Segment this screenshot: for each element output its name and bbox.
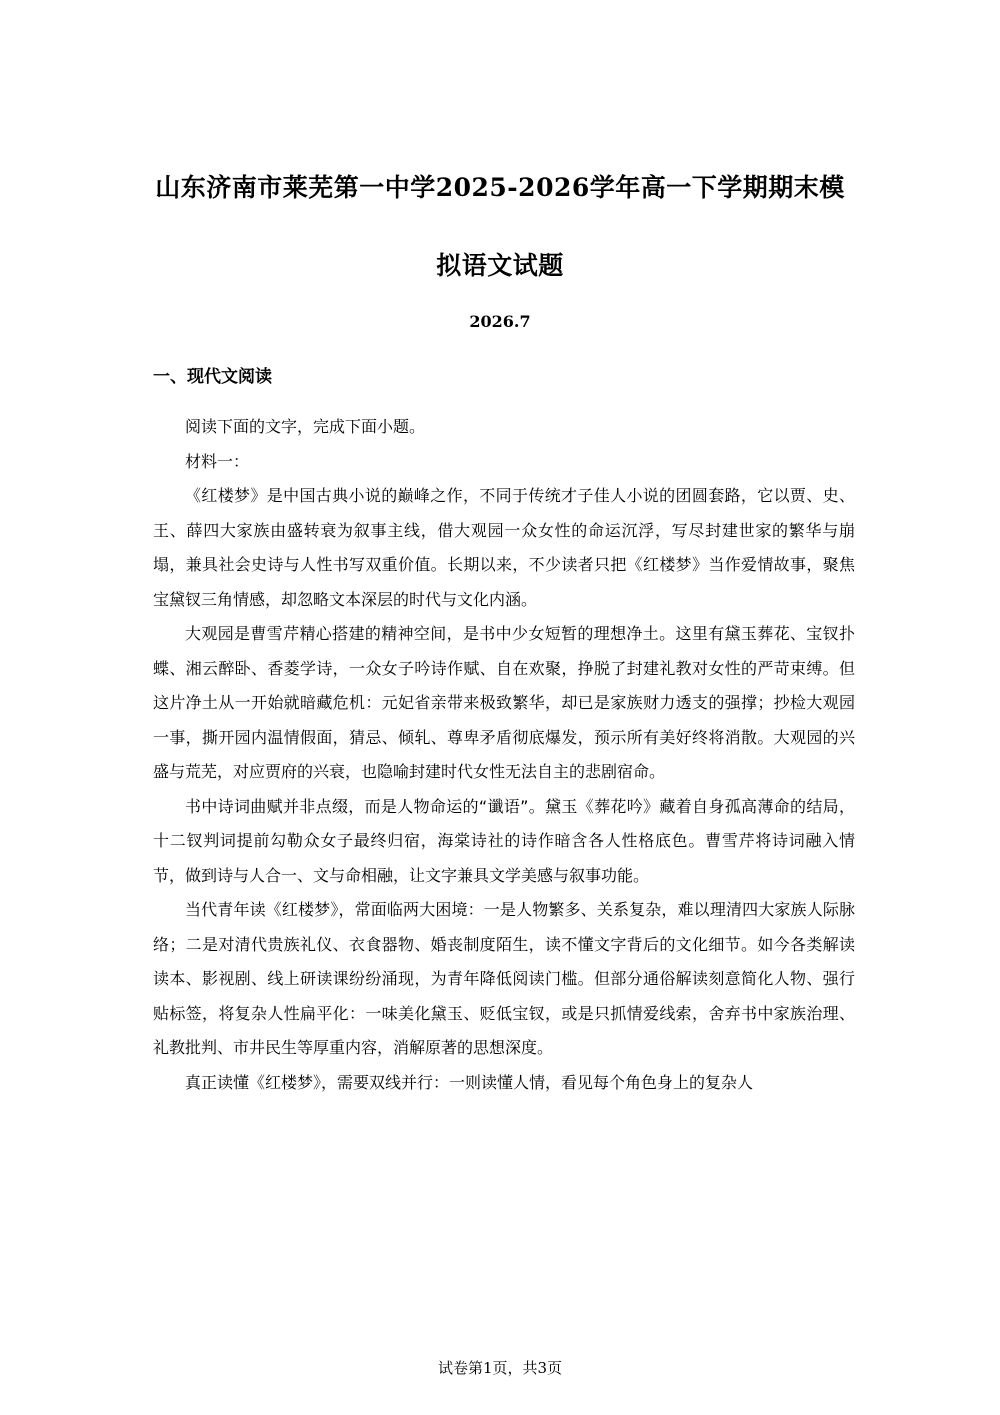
exam-title-line-2: 拟语文试题: [436, 251, 564, 280]
passage-paragraph: 《红楼梦》是中国古典小说的巅峰之作，不同于传统才子佳人小说的团圆套路，它以贾、史、王、薛四大家族由盛转衰为叙事主线，借大观园一众女性的命运沉浮，写尽封建世家的繁华与崩塌，兼具社会史诗与人性书写双重价值。长期以来，不少读者只把《红楼梦》当作爱情故事，聚焦宝黛钗三角情感，却忽略文本深层的时代与文化内涵。: [153, 486, 855, 609]
exam-date: 2026.7: [469, 312, 531, 331]
reading-passage: [153, 410, 855, 1100]
passage-paragraph: 书中诗词曲赋并非点缀，而是人物命运的“谶语”。黛玉《葬花吟》藏着自身孤高薄命的结局，十二钗判词提前勾勒众女子最终归宿，海棠诗社的诗作暗含各人性格底色。曹雪芹将诗词融入情节，做到诗与人合一、文与命相融，让文字兼具文学美感与叙事功能。: [153, 796, 855, 885]
passage-paragraph: 真正读懂《红楼梦》，需要双线并行：一则读懂人情，看见每个角色身上的复杂人: [185, 1072, 754, 1092]
instruction-paragraph: 阅读下面的文字，完成下面小题。: [185, 417, 426, 436]
exam-title-line-1: 山东济南市莱芜第一中学2025-2026学年高一下学期期末模: [155, 173, 845, 202]
page-footer: 试卷第1页，共3页: [437, 1359, 563, 1377]
passage-paragraph: 当代青年读《红楼梦》，常面临两大困境：一是人物繁多、关系复杂，难以理清四大家族人际脉络；二是对清代贵族礼仪、衣食器物、婚丧制度陌生，读不懂文字背后的文化细节。如今各类解读读本、影视剧、线上研读课纷纷涌现，为青年降低阅读门槛。但部分通俗解读刻意简化人物、强行贴标签，将复杂人性扁平化：一味美化黛玉、贬低宝钗，或是只抓情爱线索，舍弃书中家族治理、礼教批判、市井民生等厚重内容，消解原著的思想深度。: [153, 900, 855, 1057]
material-label: 材料一：: [185, 451, 250, 471]
passage-paragraph: 大观园是曹雪芹精心搭建的精神空间，是书中少女短暂的理想净土。这里有黛玉葬花、宝钗扑蝶、湘云醉卧、香菱学诗，一众女子吟诗作赋、自在欢聚，挣脱了封建礼教对女性的严苛束缚。但这片净土从一开始就暗藏危机：元妃省亲带来极致繁华，却已是家族财力透支的强撑；抄检大观园一事，撕开园内温情假面，猜忌、倾轧、尊卑矛盾彻底爆发，预示所有美好终将消散。大观园的兴盛与荒芜，对应贾府的兴衰，也隐喻封建时代女性无法自主的悲剧宿命。: [153, 624, 855, 781]
section-heading: 一、现代文阅读: [153, 367, 272, 387]
